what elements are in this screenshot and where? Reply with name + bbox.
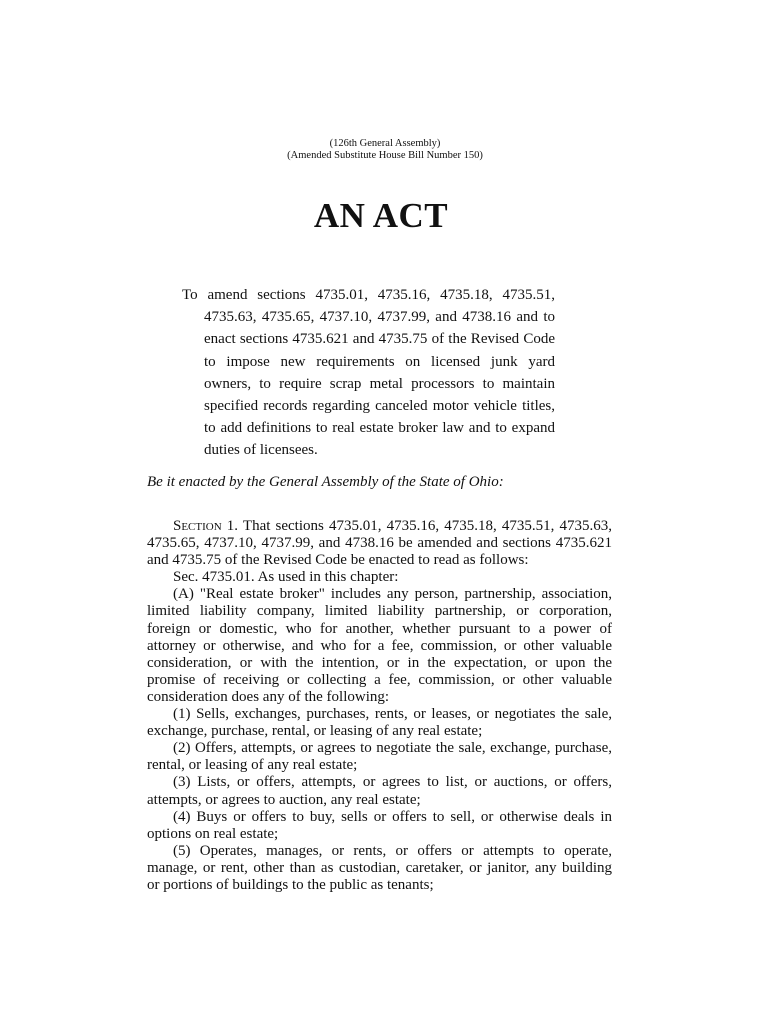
body-line: foreign or domestic, who for another, whether pursuant to a power of (147, 620, 612, 637)
purpose-line: to add definitions to real estate broker law and to expand (204, 420, 555, 437)
body-line: (4) Buys or offers to buy, sells or offers to sell, or otherwise deals in (173, 808, 612, 825)
purpose-line: owners, to require scrap metal processors to maintain (204, 375, 555, 392)
purpose-line: to impose new requirements on licensed junk yard (204, 353, 555, 370)
body-line: (1) Sells, exchanges, purchases, rents, or leases, or negotiates the sale, (173, 706, 612, 723)
enacting-clause: Be it enacted by the General Assembly of the State of Ohio: (147, 474, 504, 490)
purpose-clause (182, 284, 555, 462)
body-line: attempts, or agrees to auction, any real estate; (147, 791, 421, 808)
section-label: Section (173, 518, 222, 534)
body-line: consideration does any of the following: (147, 688, 390, 705)
body-line (147, 518, 612, 535)
body-line: and 4735.75 of the Revised Code be enacted to read as follows: (147, 552, 529, 569)
purpose-line: 4735.63, 4735.65, 4737.10, 4737.99, and 4738.16 and to (204, 309, 555, 326)
purpose-line: specified records regarding canceled motor vehicle titles, (204, 398, 555, 415)
body-line: (2) Offers, attempts, or agrees to negotiate the sale, exchange, purchase, (173, 740, 612, 757)
body-line: limited liability company, limited liability partnership, or corporation, (147, 603, 612, 620)
purpose-line: enact sections 4735.621 and 4735.75 of the Revised Code (204, 331, 555, 348)
body-line: exchange, purchase, rental, or leasing of any real estate; (147, 723, 483, 740)
body-line: (A) "Real estate broker" includes any person, partnership, association, (173, 586, 612, 603)
act-body (147, 518, 612, 894)
document-header (0, 138, 770, 162)
body-line: manage, or rent, other than as custodian, caretaker, or janitor, any building (147, 859, 612, 876)
body-line: (3) Lists, or offers, attempts, or agrees to list, or auctions, or offers, (173, 774, 612, 791)
purpose-line: To amend sections 4735.01, 4735.16, 4735.18, 4735.51, (182, 287, 555, 303)
act-title: AN ACT (313, 196, 449, 235)
body-line: Sec. 4735.01. As used in this chapter: (173, 569, 399, 586)
body-line-text: 1. That sections 4735.01, 4735.16, 4735.18, 4735.51, 4735.63, (221, 518, 612, 534)
assembly-label: (126th General Assembly) (329, 138, 441, 149)
body-line: rental, or leasing of any real estate; (147, 757, 358, 774)
body-line: promise of receiving or collecting a fee, commission, or other valuable (147, 671, 612, 688)
body-line: 4735.65, 4737.10, 4737.99, and 4738.16 be amended and sections 4735.621 (147, 535, 612, 552)
bill-label: (Amended Substitute House Bill Number 150) (287, 150, 483, 161)
body-line: options on real estate; (147, 825, 279, 842)
purpose-line: duties of licensees. (204, 442, 318, 459)
body-line: attorney or otherwise, and who for a fee, commission, or other valuable (147, 637, 612, 654)
body-line: (5) Operates, manages, or rents, or offers or attempts to operate, (173, 842, 612, 859)
body-line: consideration, or with the intention, or in the expectation, or upon the (147, 654, 612, 671)
body-line: or portions of buildings to the public as tenants; (147, 876, 434, 893)
